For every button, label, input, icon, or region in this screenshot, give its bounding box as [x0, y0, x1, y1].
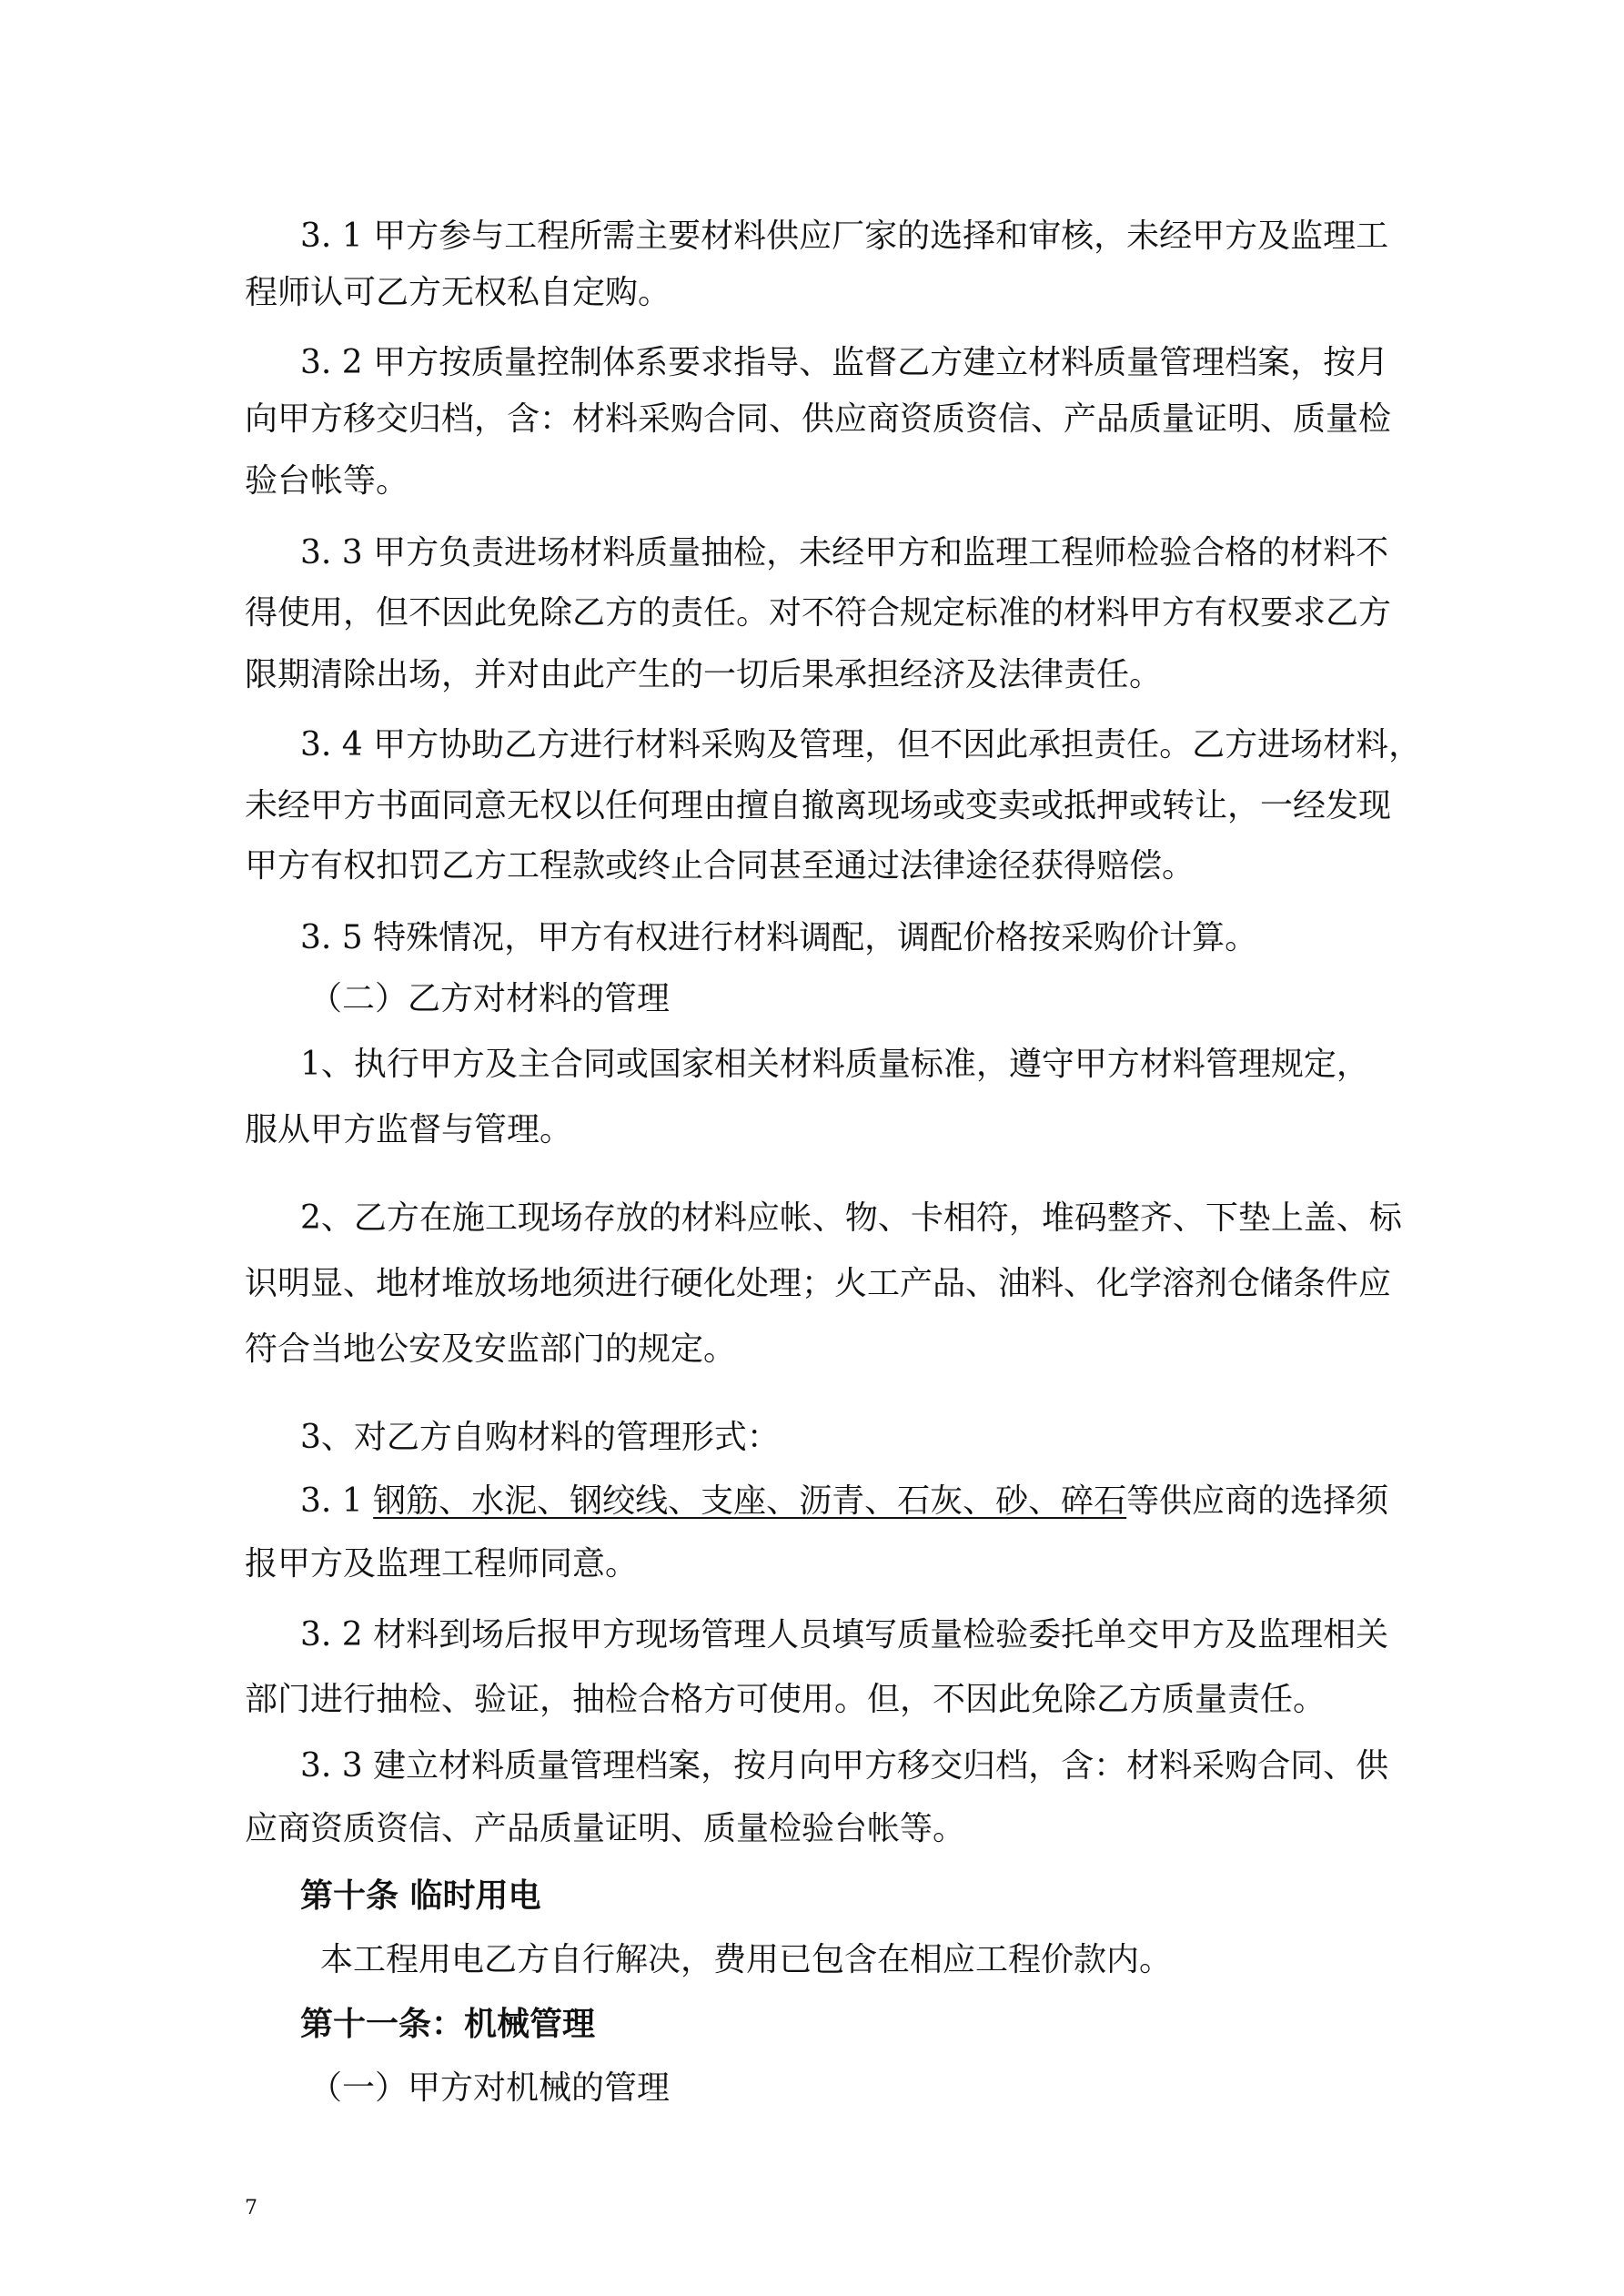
article-10-text: 本工程用电乙方自行解决，费用已包含在相应工程价款内。 — [320, 1941, 1173, 1978]
para-3-3-line-3: 限期清除出场，并对由此产生的一切后果承担经济及法律责任。 — [245, 656, 1163, 693]
item-1-line-2: 服从甲方监督与管理。 — [245, 1111, 573, 1148]
para-3-2-line-2: 向甲方移交归档，含：材料采购合同、供应商资质资信、产品质量证明、质量检 — [245, 400, 1392, 438]
sub-3-3-line-1: 3. 3 建立材料质量管理档案，按月向甲方移交归档，含：材料采购合同、供 — [300, 1747, 1389, 1785]
sub-3-1-suffix: 等供应商的选择须 — [1126, 1482, 1389, 1520]
article-11-subheading: （一）甲方对机械的管理 — [309, 2069, 671, 2107]
item-2-line-1: 2、乙方在施工现场存放的材料应帐、物、卡相符，堆码整齐、下垫上盖、标 — [300, 1199, 1402, 1237]
sub-3-1-line-1 — [300, 1480, 1388, 1523]
sub-3-1-line-2: 报甲方及监理工程师同意。 — [245, 1545, 639, 1583]
sub-3-2-line-2: 部门进行抽检、验证，抽检合格方可使用。但，不因此免除乙方质量责任。 — [245, 1681, 1326, 1718]
sub-3-1-prefix: 3. 1 — [300, 1482, 374, 1520]
section-heading-2: （二）乙方对材料的管理 — [309, 980, 671, 1017]
para-3-3-line-2: 得使用，但不因此免除乙方的责任。对不符合规定标准的材料甲方有权要求乙方 — [245, 594, 1392, 632]
material-list-underlined: 钢筋、水泥、钢绞线、支座、沥青、石灰、砂、碎石 — [373, 1482, 1127, 1520]
para-3-1-line-2: 程师认可乙方无权私自定购。 — [245, 274, 671, 311]
article-10-heading: 第十条 临时用电 — [300, 1876, 541, 1915]
sub-3-2-line-1: 3. 2 材料到场后报甲方现场管理人员填写质量检验委托单交甲方及监理相关 — [300, 1616, 1389, 1654]
item-2-line-2: 识明显、地材堆放场地须进行硬化处理；火工产品、油料、化学溶剂仓储条件应 — [245, 1265, 1392, 1302]
article-11-heading: 第十一条：机械管理 — [300, 2005, 596, 2043]
item-3: 3、对乙方自购材料的管理形式： — [300, 1419, 780, 1456]
para-3-4-line-3: 甲方有权扣罚乙方工程款或终止合同甚至通过法律途径获得赔偿。 — [245, 847, 1195, 885]
sub-3-3-line-2: 应商资质资信、产品质量证明、质量检验台帐等。 — [245, 1810, 966, 1847]
para-3-2-line-3: 验台帐等。 — [245, 462, 409, 500]
page-number: 7 — [245, 2197, 257, 2220]
para-3-2-line-1: 3. 2 甲方按质量控制体系要求指导、监督乙方建立材料质量管理档案，按月 — [300, 344, 1389, 381]
para-3-1-line-1: 3. 1 甲方参与工程所需主要材料供应厂家的选择和审核，未经甲方及监理工 — [300, 217, 1389, 255]
item-2-line-3: 符合当地公安及安监部门的规定。 — [245, 1330, 737, 1368]
item-1-line-1: 1、执行甲方及主合同或国家相关材料质量标准，遵守甲方材料管理规定， — [300, 1046, 1369, 1083]
para-3-5: 3. 5 特殊情况，甲方有权进行材料调配，调配价格按采购价计算。 — [300, 919, 1258, 956]
para-3-3-line-1: 3. 3 甲方负责进场材料质量抽检，未经甲方和监理工程师检验合格的材料不 — [300, 534, 1389, 571]
para-3-4-line-2: 未经甲方书面同意无权以任何理由擅自撤离现场或变卖或抵押或转让，一经发现 — [245, 787, 1392, 824]
para-3-4-line-1: 3. 4 甲方协助乙方进行材料采购及管理，但不因此承担责任。乙方进场材料， — [300, 726, 1422, 764]
